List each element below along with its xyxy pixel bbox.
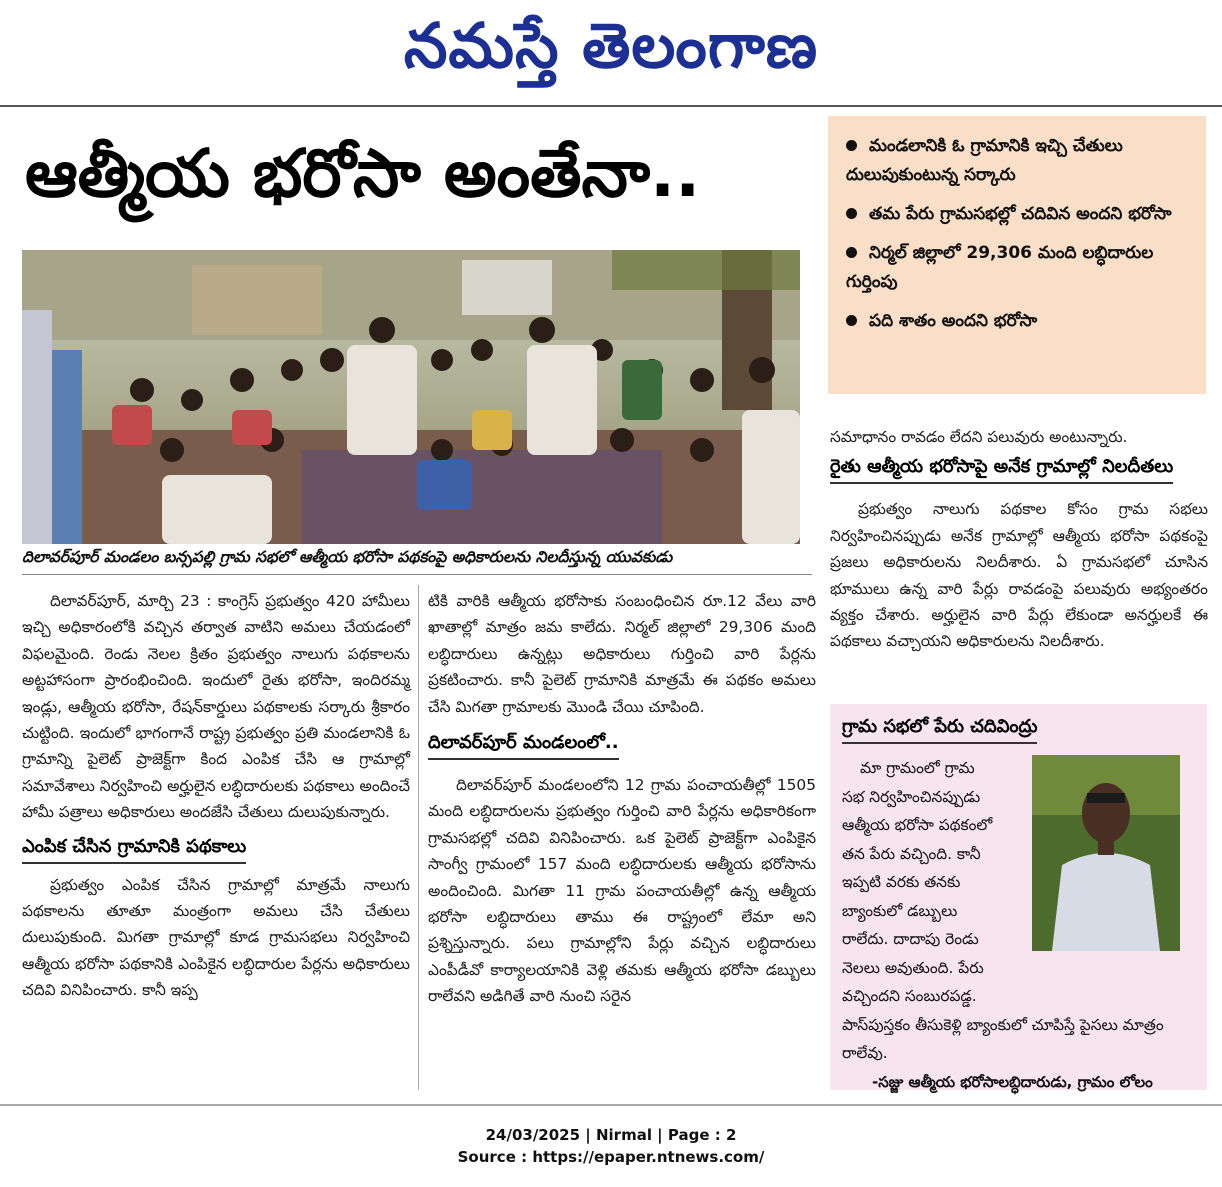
quote-title: గ్రామ సభలో పేరు చదివింద్రు xyxy=(842,714,1037,744)
article-paragraph: టికి వారికి ఆత్మీయ భరోసాకు సంబంధించిన రూ.12 వేలు వారి ఖాతాల్లో మాత్రం జమ కాలేదు. నిర్మల్ జిల్లాలో 29,306 మంది లబ్ధిదారులు ఉన్నట్లు అధికారులు గుర్తించి వారి పేర్లను ప్రకటించారు. కానీ పైలెట్ గ్రామానికి మాత్రమే ఈ పథకం అమలు చేసి మిగతా గ్రామాలకు మొండి చేయి చూపింది. xyxy=(428,592,816,716)
headline: ఆత్మీయ భరోసా అంతేనా.. xyxy=(25,135,701,212)
footer-divider xyxy=(0,1104,1222,1106)
highlight-item: పది శాతం అందని భరోసా xyxy=(846,307,1190,336)
section-subhead: ఎంపిక చేసిన గ్రామానికి పథకాలు xyxy=(22,834,246,864)
article-column-1 xyxy=(22,588,410,1004)
beneficiary-photo xyxy=(1032,755,1180,951)
column-divider xyxy=(418,585,419,1090)
news-photo xyxy=(22,250,800,544)
bullet-icon xyxy=(846,140,857,151)
highlight-item: నిర్మల్ జిల్లాలో 29,306 మంది లబ్ధిదారుల గుర్తింపు xyxy=(846,243,1154,292)
footer xyxy=(0,1124,1222,1168)
highlight-item: తమ పేరు గ్రామసభల్లో చదివిన అందని భరోసా xyxy=(846,200,1190,229)
footer-date-edition: 24/03/2025 | Nirmal | Page : 2 xyxy=(485,1126,737,1144)
article-column-3 xyxy=(830,424,1208,655)
bullet-icon xyxy=(846,247,857,258)
masthead xyxy=(0,0,1222,95)
article-column-2 xyxy=(428,588,816,1010)
footer-source: Source : https://epaper.ntnews.com/ xyxy=(457,1148,765,1166)
highlights-box xyxy=(828,116,1206,394)
photo-caption: దిలావర్‌పూర్ మండలం బన్సపల్లి గ్రామ సభలో ఆత్మీయ భరోసా పథకంపై అధికారులను నిలదీస్తున్న యువకుడు xyxy=(22,548,673,566)
portrait-illustration xyxy=(1032,755,1180,951)
quote-attribution: -సజ్జు ఆత్మీయ భరోసాలబ్ధిదారుడు, గ్రామం లోలం xyxy=(872,1072,1153,1091)
bullet-icon xyxy=(846,208,857,219)
highlight-item: మండలానికి ఓ గ్రామానికి ఇచ్చి చేతులు దులుపుకుంటున్న సర్కారు xyxy=(846,136,1123,185)
quote-body: మా గ్రామంలో గ్రామ సభ నిర్వహించినప్పుడు ఆత్మీయ భరోసా పథకంలో తన పేరు వచ్చింది. కానీ ఇప్పటి వరకు తనకు బ్యాంకులో డబ్బులు రాలేదు. దాదాపు రెండు నెలలు అవుతుంది. పేరు వచ్చిందని సంబురపడ్డ. xyxy=(842,759,993,1005)
section-subhead: దిలావర్‌పూర్ మండలంలో.. xyxy=(428,730,619,760)
bullet-icon xyxy=(846,315,857,326)
section-subhead: రైతు ఆత్మీయ భరోసాపై అనేక గ్రామాల్లో నిలదీతలు xyxy=(830,454,1173,484)
article-paragraph: సమాధానం రావడం లేదని పలువురు అంటున్నారు. xyxy=(830,428,1128,446)
article-paragraph: ప్రభుత్వం నాలుగు పథకాల కోసం గ్రామ సభలు నిర్వహించినప్పుడు అనేక గ్రామాల్లో ఆత్మీయ భరోసా పథకంపై ప్రజలు అధికారులను నిలదీశారు. ఏ గ్రామసభలో చూసిన భూములు ఉన్న వారి పేర్లు రావడంపై పలువురు అభ్యంతరం వ్యక్తం చేశారు. అర్హులైన వారి పేర్లు లేకుండా అనర్హులకే ఈ పథకాలు వచ్చాయని అధికారులను నిలదీశారు. xyxy=(830,500,1208,651)
article-paragraph: దిలావర్‌పూర్ మండలంలోని 12 గ్రామ పంచాయతీల్లో 1505 మంది లబ్ధిదారులను ప్రభుత్వం గుర్తించి వారి పేర్లను అధికారికంగా గ్రామసభల్లో చదివి వినిపించారు. ఒక పైలెట్ ప్రాజెక్ట్‌గా ఎంపికైన సాంగ్వీ గ్రామంలో 157 మంది లబ్ధిదారులకు ఆత్మీయ భరోసాను అందించింది. మిగతా 11 గ్రామ పంచాయతీల్లో ఉన్న ఆత్మీయ భరోసా లబ్ధిదారులు తాము ఈ రాష్ట్రంలో లేమా అని ప్రశ్నిస్తున్నారు. పలు గ్రామాల్లోని పేర్లు వచ్చిన లబ్ధిదారులు ఎంపీడీవో కార్యాలయానికి వెళ్లి తమకు ఆత్మీయ భరోసా డబ్బులు రాలేవని అడిగితే వారి నుంచి సరైన xyxy=(428,776,816,1006)
article-paragraph: ప్రభుత్వం ఎంపిక చేసిన గ్రామాల్లో మాత్రమే నాలుగు పథకాలను తూతూ మంత్రంగా అమలు చేసి చేతులు దులుపుకుంది. మిగతా గ్రామాల్లో కూడ గ్రామసభలు నిర్వహించి ఆత్మీయ భరోసా పథకానికి ఎంపికైన లబ్ధిదారుల పేర్లను అధికారులు చదివి వినిపించారు. కానీ ఇప్ప xyxy=(22,875,410,1000)
crowd-photo-illustration xyxy=(22,250,800,544)
newspaper-logo: నమస్తే తెలంగాణ xyxy=(403,9,819,82)
caption-divider xyxy=(22,574,812,575)
quote-tail: పాస్‌పుస్తకం తీసుకెళ్లి బ్యాంకులో చూపిస్తే పైసలు మాత్రం రాలేవు. xyxy=(842,1015,1164,1062)
masthead-divider xyxy=(0,105,1222,107)
article-paragraph: దిలావర్‌పూర్, మార్చి 23 : కాంగ్రెస్ ప్రభుత్వం 420 హామీలు ఇచ్చి అధికారంలోకి వచ్చిన తర్వాత వాటిని అమలు చేయడంలో విఫలమైంది. రెండు నెలల క్రితం ప్రభుత్వం నాలుగు పథకాలను అట్టహాసంగా ప్రారంభించింది. ఇందులో రైతు భరోసా, ఇందిరమ్మ ఇండ్లు, ఆత్మీయ భరోసా, రేషన్‌కార్డులు పథకాలకు సర్కారు శ్రీకారం చుట్టింది. ఇందులో భాగంగానే రాష్ట్ర ప్రభుత్వం ప్రతి మండలానికి ఓ గ్రామాన్ని పైలెట్ ప్రాజెక్ట్‌గా కింద ఎంపిక చేసి ఆ గ్రామాల్లో సమావేశాలు నిర్వహించి అర్హులైన లబ్ధిదారులకు పథకాలు అందించే హామీ పత్రాలు అధికారులు అందజేసి చేతులు దులుపుకున్నారు. xyxy=(22,592,410,822)
